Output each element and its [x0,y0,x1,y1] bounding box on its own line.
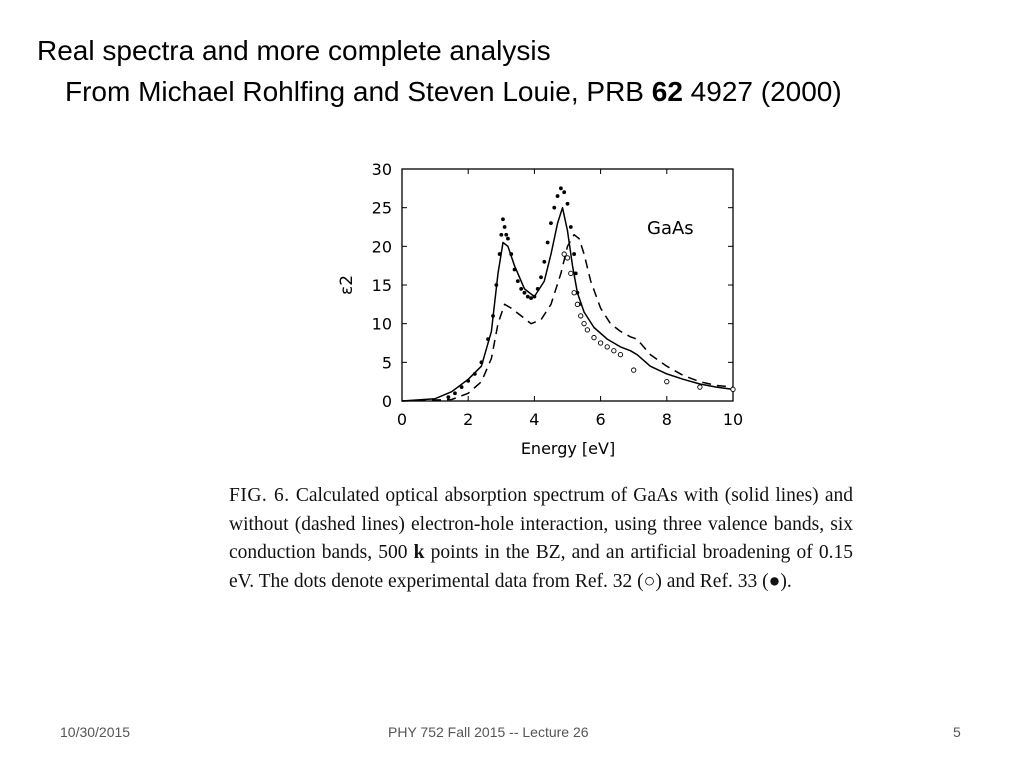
data-point-ref32 [598,341,602,345]
data-point-ref32 [618,352,622,356]
data-point-ref32 [582,321,586,325]
data-point-ref32 [731,387,735,391]
data-point-ref33 [536,287,540,291]
citation-authors: From Michael Rohlfing and Steven Louie, PRB [65,76,652,107]
y-tick-label: 30 [371,160,392,179]
caption-k-symbol: k [413,542,425,563]
data-point-ref32 [579,314,583,318]
data-point-ref32 [565,256,569,260]
x-tick-label: 2 [463,410,474,429]
x-tick-label: 10 [722,410,744,429]
x-tick-label: 0 [396,410,408,429]
data-point-ref32 [592,335,596,339]
data-point-ref32 [612,349,616,353]
x-tick-label: 4 [529,410,540,429]
chart-annotation-gaas: GaAs [647,218,694,239]
data-point-ref33 [562,190,566,194]
data-point-ref33 [473,372,477,376]
data-point-ref33 [504,233,508,237]
caption-text-part2: points in the BZ, and an artificial broadening of 0.15 eV. The dots denote experimental data from Ref. 32 (○) and Ref. 33 (●). [229,542,854,592]
data-point-ref33 [523,291,527,295]
data-point-ref33 [480,360,484,364]
citation [65,75,842,109]
data-point-ref33 [529,296,533,300]
data-point-ref33 [501,217,505,221]
data-point-ref33 [569,225,573,229]
data-point-ref32 [605,345,609,349]
data-point-ref32 [585,328,589,332]
footer-date: 10/30/2015 [60,724,131,740]
data-point-ref33 [498,252,502,256]
x-axis-label: Energy [eV] [520,439,616,458]
data-point-ref33 [486,337,490,341]
data-point-ref33 [559,186,563,190]
data-point-ref33 [453,391,457,395]
y-axis-label: ε2 [337,274,357,296]
footer-course: PHY 752 Fall 2015 -- Lecture 26 [388,724,589,740]
data-point-ref33 [513,268,517,272]
data-point-ref33 [526,295,530,299]
data-point-ref33 [542,260,546,264]
data-point-ref33 [506,237,510,241]
data-point-ref33 [494,283,498,287]
data-point-ref32 [575,302,579,306]
slide-title: Real spectra and more complete analysis [37,35,551,66]
absorption-spectrum-chart [330,150,760,470]
data-point-ref33 [574,272,578,276]
data-point-ref33 [509,252,513,256]
data-point-ref33 [572,252,576,256]
data-point-ref33 [503,225,507,229]
footer-page-number: 5 [953,724,961,740]
data-point-ref33 [539,275,543,279]
y-tick-label: 25 [371,198,392,218]
y-tick-label: 0 [381,392,392,411]
data-point-ref33 [460,385,464,389]
y-tick-label: 15 [371,276,392,295]
data-point-ref33 [566,202,570,206]
caption-text-part1: Calculated optical absorption spectrum of GaAs with (solid lines) and without (dashed lines) electron-hole interaction, using three valence bands, six conduction bands, 500 [229,485,854,563]
data-point-ref32 [572,291,576,295]
data-point-ref33 [516,279,520,283]
data-point-ref33 [556,194,560,198]
y-tick-label: 10 [371,314,392,334]
citation-volume: 62 [651,76,683,107]
y-tick-label: 5 [381,353,392,373]
citation-page-year: 4927 (2000) [682,76,842,107]
data-point-ref32 [665,379,669,383]
data-point-ref33 [499,233,503,237]
data-point-ref33 [519,287,523,291]
data-point-ref33 [491,314,495,318]
data-point-ref33 [549,221,553,225]
data-point-ref33 [552,206,556,210]
data-point-ref32 [698,385,702,389]
data-point-ref32 [632,368,636,372]
y-tick-label: 20 [371,237,392,257]
figure-caption [229,482,853,596]
data-point-ref33 [546,241,550,245]
data-point-ref33 [466,379,470,383]
data-point-ref33 [533,295,537,299]
data-point-ref32 [562,252,566,256]
data-point-ref33 [446,395,450,399]
data-point-ref32 [569,271,573,275]
x-tick-label: 8 [661,410,672,429]
caption-figure-label: FIG. 6. [229,485,290,506]
x-tick-label: 6 [595,410,606,429]
